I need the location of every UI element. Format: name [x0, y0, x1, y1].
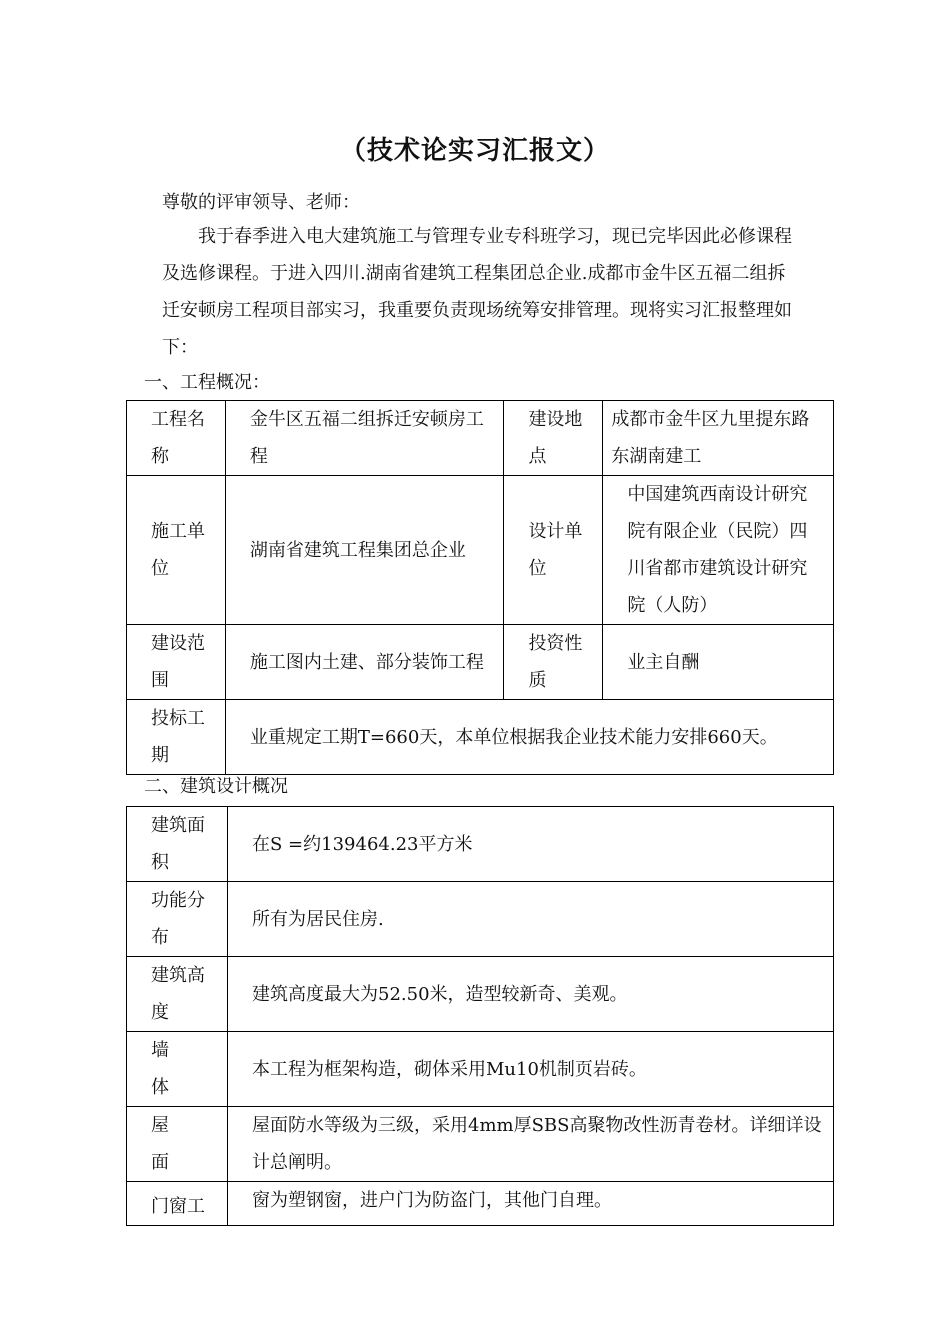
- table-cell: 本工程为框架构造，砌体采用Mu10机制页岩砖。: [228, 1032, 834, 1107]
- table-row: [127, 957, 834, 1032]
- intro-paragraph: 我于春季进入电大建筑施工与管理专业专科班学习，现已完毕因此必修课程及选修课程。于进入四川.湖南省建筑工程集团总企业.成都市金牛区五福二组拆迁安顿房工程项目部实习，我重要负责现场统筹安排管理。现将实习汇报整理如下：: [162, 226, 792, 358]
- table-cell: 建筑高度最大为52.50米，造型较新奇、美观。: [228, 957, 834, 1032]
- section-heading-1: 一、工程概况：: [144, 372, 270, 393]
- table-row: [127, 1182, 834, 1226]
- table-cell: 投标工期: [127, 700, 226, 775]
- design-overview-table: [126, 806, 834, 1226]
- salutation: 尊敬的评审领导、老师：: [162, 192, 360, 213]
- table-cell: 屋 面: [127, 1107, 228, 1182]
- table-cell: 墙 体: [127, 1032, 228, 1107]
- table-cell: 施工图内土建、部分装饰工程: [225, 625, 504, 700]
- table-row: [127, 476, 834, 625]
- table-row: [127, 625, 834, 700]
- document-title: （技术论实习汇报文）: [339, 136, 610, 166]
- table-cell: 中国建筑西南设计研究院有限企业（民院）四川省都市建筑设计研究院（人防）: [603, 476, 834, 625]
- table-cell: 湖南省建筑工程集团总企业: [225, 476, 504, 625]
- table-row: [127, 401, 834, 476]
- project-overview-table: [126, 400, 834, 775]
- table-cell: 施工单位: [127, 476, 226, 625]
- table-cell: 业重规定工期T=660天，本单位根据我企业技术能力安排660天。: [225, 700, 833, 775]
- table-row: [127, 700, 834, 775]
- table-cell: 建设地点: [504, 401, 603, 476]
- table-cell: 建筑面积: [127, 807, 228, 882]
- table-row: [127, 1032, 834, 1107]
- table-cell: 工程名称: [127, 401, 226, 476]
- table-row: [127, 807, 834, 882]
- table-cell: 业主自酬: [603, 625, 834, 700]
- table-cell: 功能分布: [127, 882, 228, 957]
- table-cell: 建设范围: [127, 625, 226, 700]
- table-row: [127, 1107, 834, 1182]
- table-row: [127, 882, 834, 957]
- table-cell: 窗为塑钢窗，进户门为防盗门，其他门自理。: [228, 1182, 834, 1226]
- table-cell: 建筑高度: [127, 957, 228, 1032]
- table-cell: 所有为居民住房.: [228, 882, 834, 957]
- table-cell: 成都市金牛区九里提东路东湖南建工: [603, 401, 834, 476]
- table-cell: 屋面防水等级为三级，采用4mm厚SBS高聚物改性沥青卷材。详细详设计总阐明。: [228, 1107, 834, 1182]
- table-cell: 金牛区五福二组拆迁安顿房工程: [225, 401, 504, 476]
- table-cell: 门窗工: [127, 1182, 228, 1226]
- table-cell: 设计单位: [504, 476, 603, 625]
- table-cell: 投资性质: [504, 625, 603, 700]
- table-cell: 在S =约139464.23平方米: [228, 807, 834, 882]
- section-heading-2: 二、建筑设计概况: [144, 776, 288, 797]
